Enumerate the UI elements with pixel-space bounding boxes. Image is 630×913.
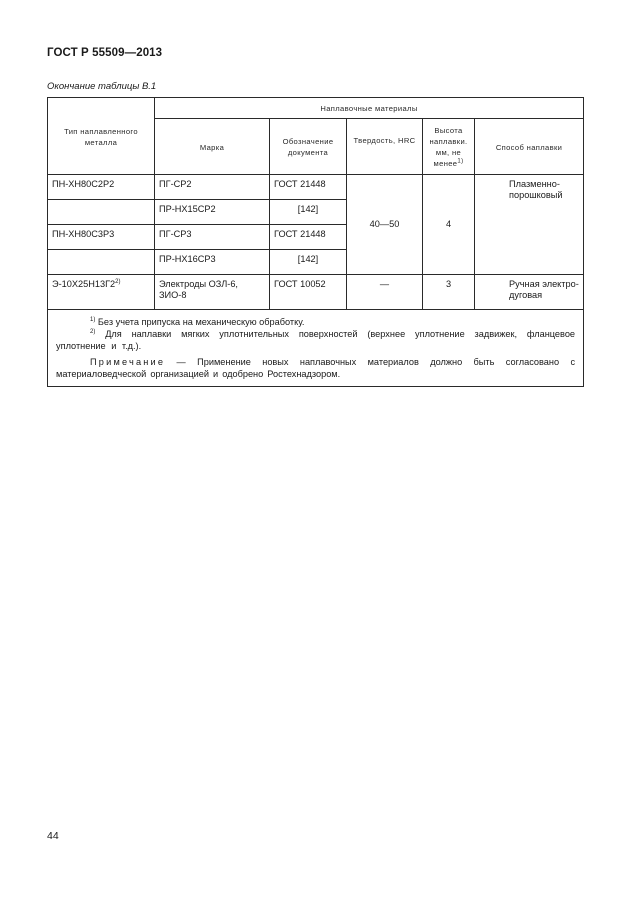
cell-hardness-merged: 40—50 [347,175,423,275]
cell-doc: [142] [270,200,347,225]
table-row [48,275,584,310]
document-header: ГОСТ Р 55509—2013 [47,47,163,59]
cell-type-empty [48,250,155,275]
table-caption: Окончание таблицы В.1 [47,81,157,92]
cell-doc: ГОСТ 21448 [270,175,347,200]
table-row [48,175,584,200]
cell-doc: ГОСТ 10052 [270,275,347,310]
header-document: Обозначение документа [270,119,347,175]
cell-method-merged: Плазменно- порошковый [475,175,584,275]
header-materials-group: Наплавочные материалы [155,98,584,119]
header-hardness: Твердость, HRC [347,119,423,175]
footnotes-cell [48,310,584,387]
materials-table [47,97,584,387]
cell-hardness: — [347,275,423,310]
cell-brand: Электроды ОЗЛ-6, ЗИО-8 [155,275,270,310]
cell-brand: ПГ-СР3 [155,225,270,250]
footnote-1: $^{1)}$ Без учета припуска на механическую обработку. [90,316,305,327]
header-type: Тип наплавленного металла [48,98,155,175]
cell-brand: ПР-НХ16СР3 [155,250,270,275]
table-note: Примечание — Применение новых наплавочных материалов должно быть согласовано с материаловедческой организацией и одобрено Ростехнадзором. [56,357,576,379]
cell-brand: ПР-НХ15СР2 [155,200,270,225]
cell-type-empty [48,200,155,225]
cell-height-merged: 4 [423,175,475,275]
cell-doc: [142] [270,250,347,275]
cell-doc: ГОСТ 21448 [270,225,347,250]
header-brand: Марка [155,119,270,175]
header-method: Способ наплавки [475,119,584,175]
cell-brand: ПГ-СР2 [155,175,270,200]
page-number: 44 [47,830,59,842]
header-row-1 [48,98,584,119]
cell-height: 3 [423,275,475,310]
cell-type: ПН-ХН80С2Р2 [48,175,155,200]
cell-type: ПН-ХН80С3Р3 [48,225,155,250]
cell-type: Э-10Х25Н13Г2$^{2)}$ [48,275,155,310]
footnote-2: $^{2)}$ Для наплавки мягких уплотнительных поверхностей (верхнее уплотнение задвижек, фланцевое уплотнение и т.д.). [56,328,576,351]
header-height: Высота наплавки. мм, не менее$^{1)}$ [423,119,475,175]
footnotes-row [48,310,584,387]
cell-method: Ручная электро- дуговая [475,275,584,310]
